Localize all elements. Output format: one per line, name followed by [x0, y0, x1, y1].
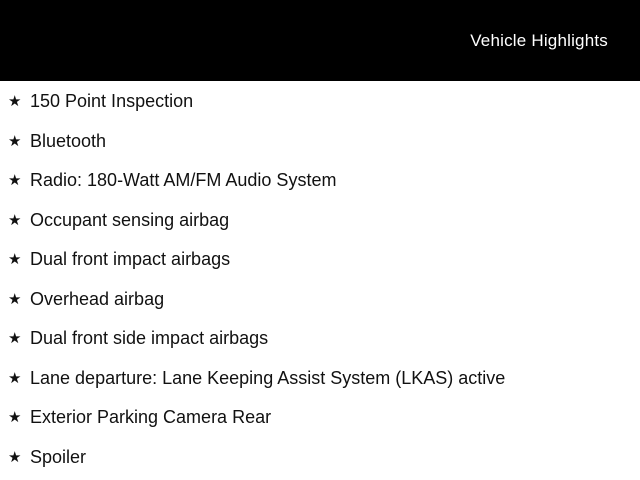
- list-item-label: Spoiler: [30, 446, 87, 467]
- star-icon: ★: [8, 408, 22, 427]
- list-item-label: Radio: 180-Watt AM/FM Audio System: [30, 170, 337, 191]
- star-icon: ★: [8, 289, 22, 308]
- star-icon: ★: [8, 329, 22, 348]
- list-item: [8, 398, 640, 438]
- list-item-label: Overhead airbag: [30, 288, 165, 309]
- star-icon: ★: [8, 92, 22, 111]
- list-item: [8, 359, 640, 399]
- list-item: [8, 201, 640, 241]
- list-item: [8, 280, 640, 320]
- highlights-list: [0, 81, 640, 477]
- list-item: [8, 319, 640, 359]
- list-item-label: Lane departure: Lane Keeping Assist System (LKAS) active: [30, 367, 506, 388]
- header-bar: [0, 0, 640, 81]
- star-icon: ★: [8, 250, 22, 269]
- list-item: [8, 161, 640, 201]
- list-item-label: Exterior Parking Camera Rear: [30, 407, 272, 428]
- list-item-label: 150 Point Inspection: [30, 91, 194, 112]
- star-icon: ★: [8, 368, 22, 387]
- star-icon: ★: [8, 447, 22, 466]
- list-item: [8, 438, 640, 478]
- list-item: [8, 82, 640, 122]
- list-item-label: Occupant sensing airbag: [30, 209, 230, 230]
- star-icon: ★: [8, 131, 22, 150]
- list-item: [8, 240, 640, 280]
- list-item: [8, 122, 640, 162]
- list-item-label: Bluetooth: [30, 130, 107, 151]
- page-title: Vehicle Highlights: [470, 30, 608, 50]
- list-item-label: Dual front side impact airbags: [30, 328, 269, 349]
- star-icon: ★: [8, 171, 22, 190]
- star-icon: ★: [8, 210, 22, 229]
- list-item-label: Dual front impact airbags: [30, 249, 231, 270]
